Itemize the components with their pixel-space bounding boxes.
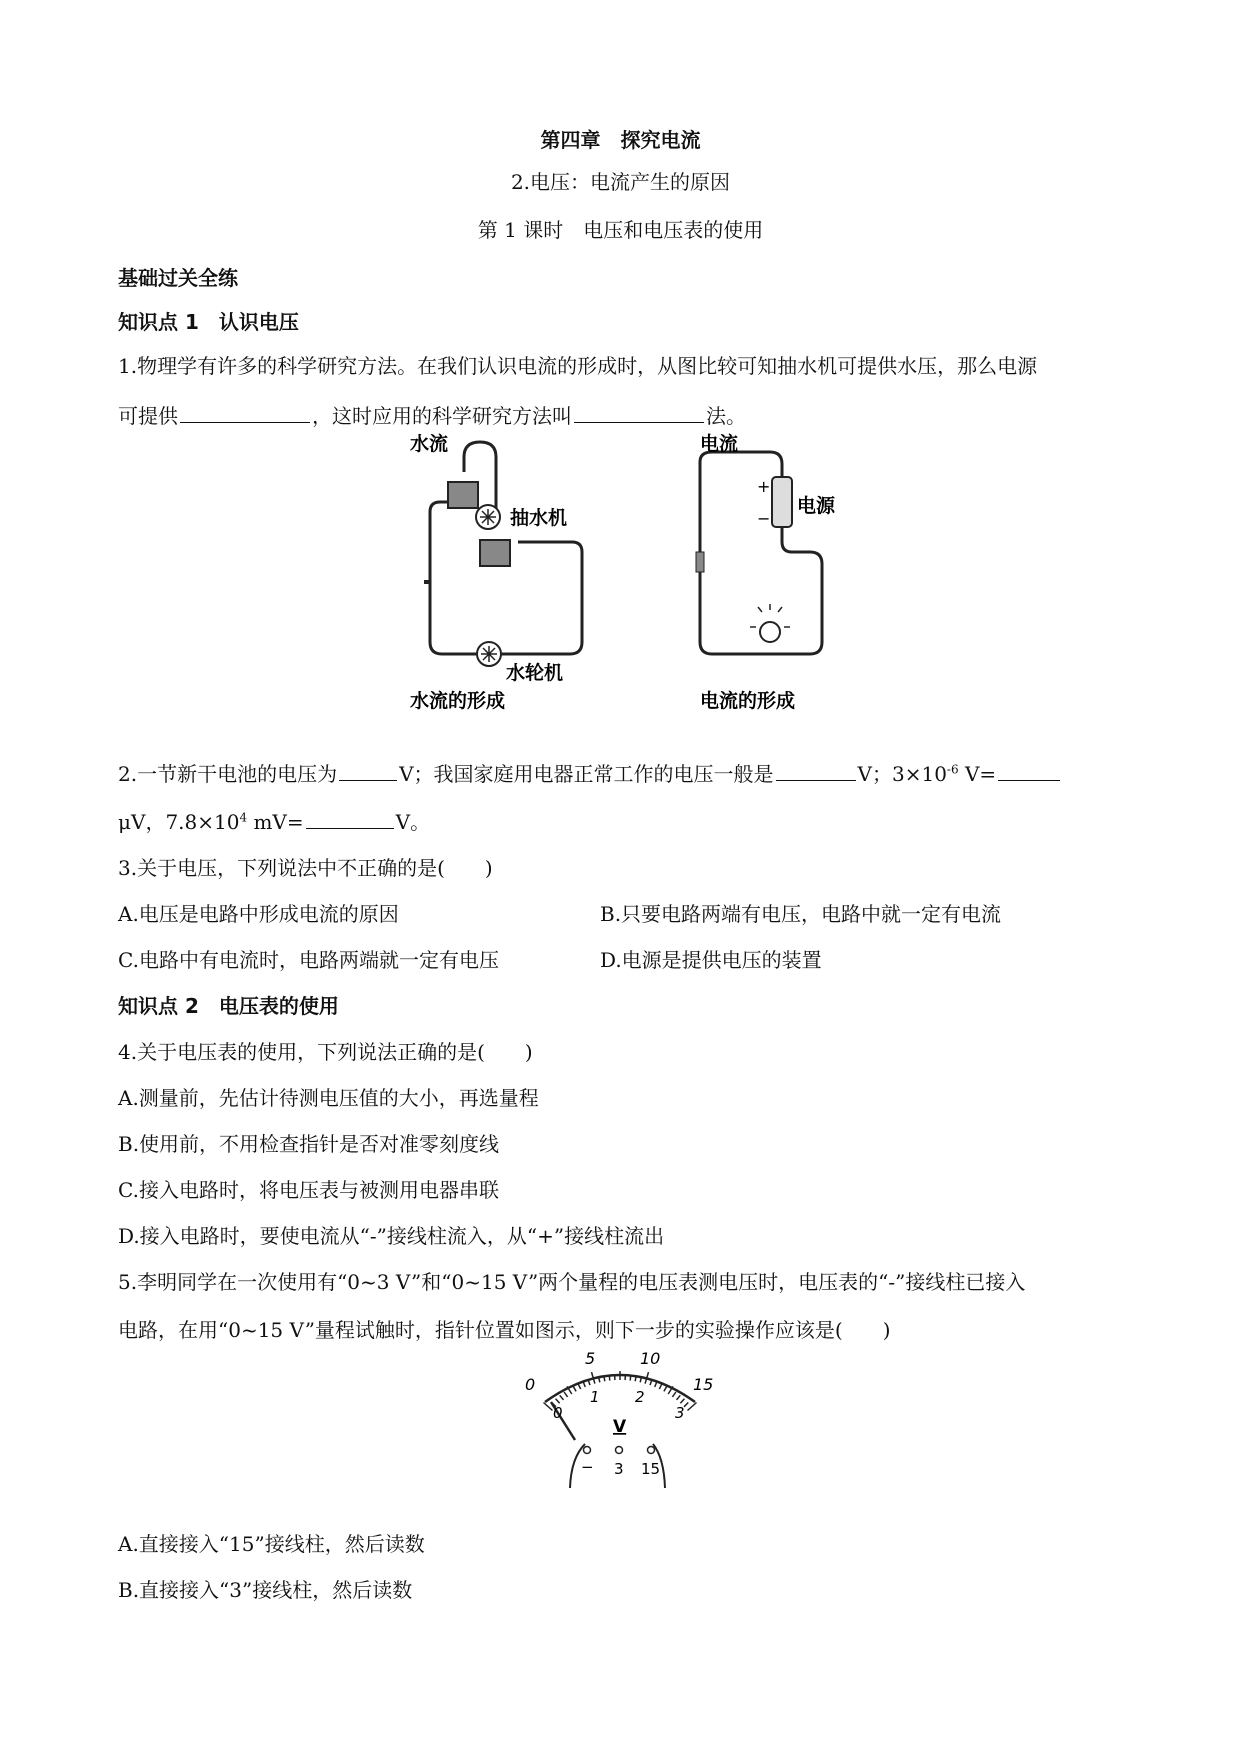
q2-exp-2: 4 [239,810,248,825]
label-plus: + [757,477,771,496]
bulb-icon [760,622,780,642]
inner-label-3: 3 [675,1404,685,1422]
label-water-flow: 水流 [410,433,449,455]
unit-label: V [613,1417,627,1437]
inner-label-2: 2 [635,1388,645,1406]
q1-text-c: 法。 [706,404,746,428]
dial-ticks [544,1371,697,1411]
dial-tick [604,1375,605,1381]
q1-text-a: 可提供 [118,404,178,428]
q4-option-c[interactable]: C.接入电路时，将电压表与被测用电器串联 [118,1178,499,1202]
q2-blank-2[interactable] [776,760,856,781]
label-minus: − [757,509,771,528]
q3-option-a[interactable]: A.电压是电路中形成电流的原因 [118,902,399,926]
knowledge-point-2: 知识点 2 电压表的使用 [118,994,339,1018]
dial-tick [556,1399,560,1403]
q2-text-a: 2.一节新干电池的电压为 [118,762,338,786]
dial-tick [573,1386,576,1391]
q4-option-a[interactable]: A.测量前，先估计待测电压值的大小，再选量程 [118,1086,539,1110]
dial-tick [672,1392,676,1397]
q2-text-d: V= [958,762,997,786]
q2-line2 [118,806,430,835]
label-source: 电源 [797,495,836,517]
lesson-title: 第 1 课时 电压和电压表的使用 [477,218,764,242]
q1-line2 [118,400,746,429]
q4-stem: 4.关于电压表的使用，下列说法正确的是( ) [118,1040,533,1064]
dial-tick [609,1375,610,1381]
label-turbine: 水轮机 [506,662,564,684]
q3-option-c[interactable]: C.电路中有电流时，电路两端就一定有电压 [118,948,499,972]
label-pump: 抽水机 [510,507,568,529]
dial-tick [564,1392,568,1397]
q5-line2: 电路，在用“0~15 V”量程试触时，指针位置如图示，则下一步的实验操作应该是( ) [118,1318,891,1342]
dial-tick [684,1403,688,1407]
dial-tick [655,1381,657,1387]
battery-icon [772,477,792,527]
dial-tick [659,1384,662,1389]
outer-label-10: 10 [640,1350,661,1368]
lower-tank [480,540,510,566]
q2-line1 [118,758,1062,787]
q4-option-d[interactable]: D.接入电路时，要使电流从“-”接线柱流入，从“+”接线柱流出 [118,1224,665,1248]
label-current: 电流 [700,433,739,455]
terminal-minus[interactable] [584,1447,591,1454]
dial-tick [635,1375,636,1381]
q2-exp-1: -6 [946,762,959,777]
q2-blank-1[interactable] [339,760,397,781]
switch-icon [696,552,704,572]
terminal-3[interactable] [616,1447,623,1454]
practice-heading: 基础过关全练 [118,266,238,290]
q4-option-b[interactable]: B.使用前，不用检查指针是否对准零刻度线 [118,1132,500,1156]
terminal-minus-label: − [581,1458,594,1476]
dial-tick [560,1395,564,1400]
chapter-title: 第四章 探究电流 [540,128,701,152]
dial-tick [677,1395,681,1400]
outer-label-15: 15 [693,1375,714,1394]
q2-text-c: V；3×10 [857,762,947,786]
q5-option-a[interactable]: A.直接接入“15”接线柱，然后读数 [118,1532,425,1556]
terminal-15[interactable] [648,1447,655,1454]
q2-text-e: μV，7.8×10 [118,810,240,834]
dial-tick [688,1403,697,1411]
q1-blank-1[interactable] [180,402,310,423]
dial-tick [630,1375,631,1381]
terminal-3-label: 3 [614,1460,624,1478]
outer-label-5: 5 [585,1350,596,1368]
q1-text-b: ，这时应用的科学研究方法叫 [312,404,572,428]
q2-text-g: V。 [395,810,431,834]
analogy-figure [400,432,840,712]
voltmeter-dial [515,1350,725,1500]
q3-option-d[interactable]: D.电源是提供电压的装置 [600,948,822,972]
q1-line1: 1.物理学有许多的科学研究方法。在我们认识电流的形成时，从图比较可知抽水机可提供水压，那么电源 [118,354,1038,378]
turbine-blades [481,646,497,662]
upper-tank [448,482,478,508]
outer-label-0: 0 [525,1375,536,1394]
terminal-15-label: 15 [641,1460,661,1478]
q3-option-b[interactable]: B.只要电路两端有电压，电路中就一定有电流 [600,902,1002,926]
q5-option-b[interactable]: B.直接接入“3”接线柱，然后读数 [118,1578,413,1602]
current-caption: 电流的形成 [700,690,796,712]
dial-tick [583,1381,585,1387]
q2-text-b: V；我国家庭用电器正常工作的电压一般是 [399,762,774,786]
q5-line1: 5.李明同学在一次使用有“0~3 V”和“0~15 V”两个量程的电压表测电压时，电压表的“-”接线柱已接入 [118,1270,1026,1294]
dial-tick [664,1386,667,1391]
q2-blank-4[interactable] [306,808,394,829]
water-caption: 水流的形成 [410,690,506,712]
pump-blades [480,509,496,525]
q2-text-f: mV= [247,810,304,834]
q1-blank-2[interactable] [574,402,704,423]
dial-tick [578,1384,581,1389]
knowledge-point-1: 知识点 1 认识电压 [118,310,299,334]
dial-tick [680,1399,684,1403]
q2-blank-3[interactable] [998,760,1060,781]
section-title: 2.电压：电流产生的原因 [510,170,731,194]
inner-label-0: 0 [553,1404,563,1422]
q3-stem: 3.关于电压，下列说法中不正确的是( ) [118,856,493,880]
inner-label-1: 1 [590,1388,600,1406]
